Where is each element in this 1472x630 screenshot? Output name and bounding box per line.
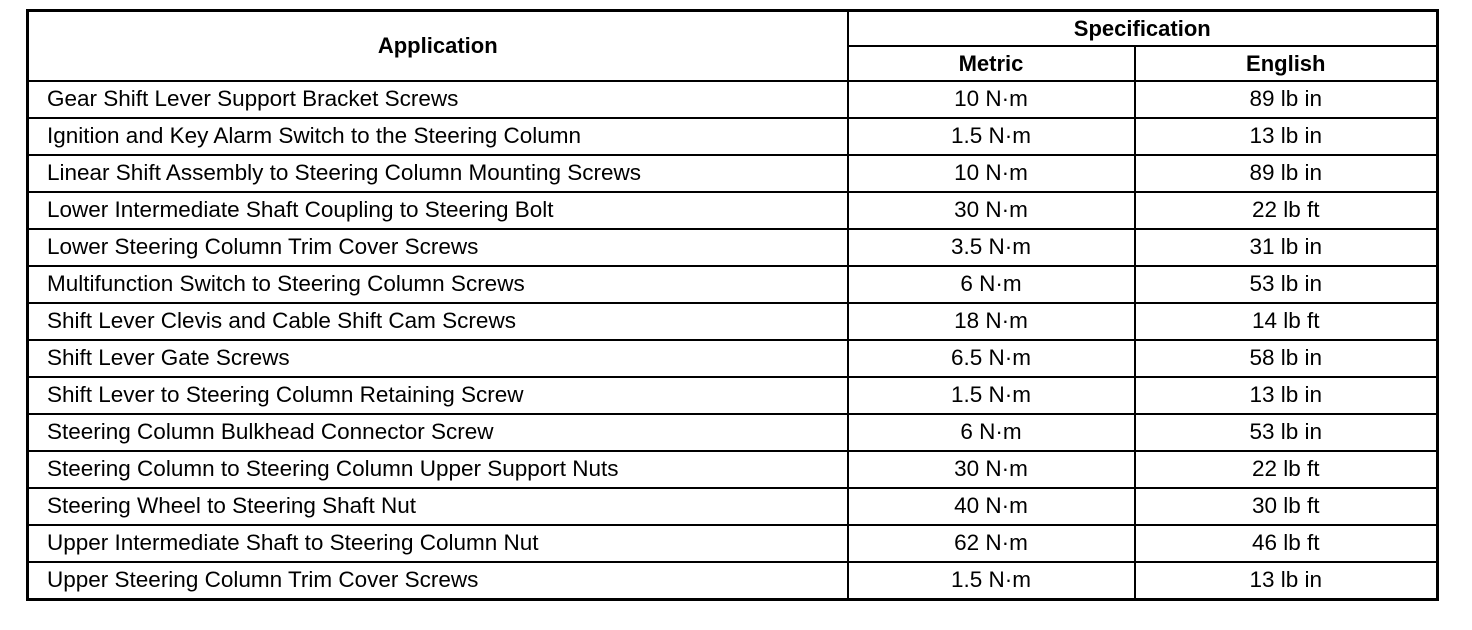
application-cell: Shift Lever Clevis and Cable Shift Cam Screws bbox=[28, 303, 848, 340]
english-cell: 58 lb in bbox=[1135, 340, 1438, 377]
table-row bbox=[28, 562, 1438, 600]
english-cell: 53 lb in bbox=[1135, 414, 1438, 451]
metric-cell: 10 N·m bbox=[848, 81, 1135, 118]
application-header: Application bbox=[28, 11, 848, 82]
application-cell: Shift Lever Gate Screws bbox=[28, 340, 848, 377]
application-cell: Multifunction Switch to Steering Column Screws bbox=[28, 266, 848, 303]
table-row bbox=[28, 340, 1438, 377]
english-cell: 22 lb ft bbox=[1135, 451, 1438, 488]
application-cell: Ignition and Key Alarm Switch to the Steering Column bbox=[28, 118, 848, 155]
english-cell: 14 lb ft bbox=[1135, 303, 1438, 340]
english-cell: 30 lb ft bbox=[1135, 488, 1438, 525]
metric-cell: 62 N·m bbox=[848, 525, 1135, 562]
table-row bbox=[28, 414, 1438, 451]
table-row bbox=[28, 303, 1438, 340]
metric-cell: 10 N·m bbox=[848, 155, 1135, 192]
table-row bbox=[28, 192, 1438, 229]
application-cell: Linear Shift Assembly to Steering Column Mounting Screws bbox=[28, 155, 848, 192]
application-cell: Gear Shift Lever Support Bracket Screws bbox=[28, 81, 848, 118]
metric-cell: 18 N·m bbox=[848, 303, 1135, 340]
english-cell: 89 lb in bbox=[1135, 155, 1438, 192]
table-row bbox=[28, 525, 1438, 562]
table-row bbox=[28, 155, 1438, 192]
metric-cell: 40 N·m bbox=[848, 488, 1135, 525]
application-cell: Steering Column Bulkhead Connector Screw bbox=[28, 414, 848, 451]
application-cell: Upper Steering Column Trim Cover Screws bbox=[28, 562, 848, 600]
metric-cell: 6.5 N·m bbox=[848, 340, 1135, 377]
english-header: English bbox=[1135, 46, 1438, 81]
table-row bbox=[28, 229, 1438, 266]
application-cell: Lower Intermediate Shaft Coupling to Steering Bolt bbox=[28, 192, 848, 229]
english-cell: 22 lb ft bbox=[1135, 192, 1438, 229]
metric-cell: 1.5 N·m bbox=[848, 377, 1135, 414]
metric-cell: 6 N·m bbox=[848, 414, 1135, 451]
application-cell: Upper Intermediate Shaft to Steering Column Nut bbox=[28, 525, 848, 562]
english-cell: 53 lb in bbox=[1135, 266, 1438, 303]
header-row-top bbox=[28, 11, 1438, 47]
metric-cell: 3.5 N·m bbox=[848, 229, 1135, 266]
table-row bbox=[28, 266, 1438, 303]
table-row bbox=[28, 118, 1438, 155]
english-cell: 89 lb in bbox=[1135, 81, 1438, 118]
english-cell: 13 lb in bbox=[1135, 377, 1438, 414]
english-cell: 13 lb in bbox=[1135, 118, 1438, 155]
english-cell: 31 lb in bbox=[1135, 229, 1438, 266]
metric-cell: 30 N·m bbox=[848, 451, 1135, 488]
application-cell: Shift Lever to Steering Column Retaining Screw bbox=[28, 377, 848, 414]
table-row bbox=[28, 488, 1438, 525]
metric-cell: 30 N·m bbox=[848, 192, 1135, 229]
metric-cell: 1.5 N·m bbox=[848, 562, 1135, 600]
table-row bbox=[28, 451, 1438, 488]
application-cell: Steering Column to Steering Column Upper Support Nuts bbox=[28, 451, 848, 488]
english-cell: 13 lb in bbox=[1135, 562, 1438, 600]
fastener-spec-table bbox=[26, 9, 1439, 601]
application-cell: Lower Steering Column Trim Cover Screws bbox=[28, 229, 848, 266]
metric-header: Metric bbox=[848, 46, 1135, 81]
table-row bbox=[28, 81, 1438, 118]
application-cell: Steering Wheel to Steering Shaft Nut bbox=[28, 488, 848, 525]
table-row bbox=[28, 377, 1438, 414]
english-cell: 46 lb ft bbox=[1135, 525, 1438, 562]
specification-header: Specification bbox=[848, 11, 1438, 47]
metric-cell: 1.5 N·m bbox=[848, 118, 1135, 155]
metric-cell: 6 N·m bbox=[848, 266, 1135, 303]
